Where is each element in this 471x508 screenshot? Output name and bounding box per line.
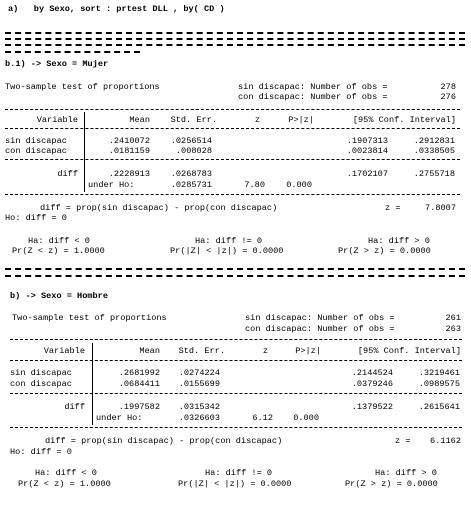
- p-value: Pr(|Z| < |z|) = 0.0000: [170, 246, 284, 256]
- alt-hypothesis: Ha: diff < 0: [28, 236, 90, 246]
- table-rule: [10, 339, 462, 340]
- column-divider: [92, 343, 93, 425]
- row-ci-low: .2144524: [351, 368, 393, 378]
- row-std-err: .0155699: [178, 379, 220, 389]
- row-mean: .0181159: [108, 146, 150, 156]
- under-ho-label: under Ho:: [88, 180, 135, 190]
- column-header: Std. Err.: [178, 346, 225, 356]
- diff-definition: diff = prop(sin discapac) - prop(con discapac): [40, 203, 278, 213]
- column-header: Variable: [43, 346, 85, 356]
- row-variable: con discapac: [5, 146, 67, 156]
- separator-rule: [5, 268, 465, 270]
- z-value: 6.1162: [430, 436, 461, 446]
- under-ho-std-err: .0326603: [178, 413, 220, 423]
- z-value: 7.8007: [425, 203, 456, 213]
- row-ci-high: .2912831: [413, 136, 455, 146]
- under-ho-z: 7.80: [244, 180, 265, 190]
- table-rule: [5, 128, 460, 129]
- row-mean: .0684411: [118, 379, 160, 389]
- row-ci-low: .0379246: [351, 379, 393, 389]
- row-variable: sin discapac: [10, 368, 72, 378]
- row-ci-high: .2615641: [418, 402, 460, 412]
- row-ci-high: .2755718: [413, 169, 455, 179]
- row-ci-high: .3219461: [418, 368, 460, 378]
- column-header: z: [254, 115, 260, 125]
- p-value: Pr(Z < z) = 1.0000: [18, 479, 111, 489]
- table-rule: [10, 393, 462, 394]
- alt-hypothesis: Ha: diff > 0: [368, 236, 430, 246]
- row-variable: diff: [57, 169, 78, 179]
- separator-rule: [5, 51, 140, 53]
- column-header: [95% Conf. Interval]: [357, 346, 461, 356]
- separator-rule: [5, 44, 465, 46]
- column-header: Mean: [139, 346, 160, 356]
- null-hypothesis: Ho: diff = 0: [5, 213, 67, 223]
- p-value: Pr(Z < z) = 1.0000: [12, 246, 105, 256]
- column-header: P>|z|: [295, 346, 321, 356]
- row-mean: .2228913: [108, 169, 150, 179]
- column-header: P>|z|: [288, 115, 314, 125]
- table-rule: [5, 159, 460, 160]
- table-rule: [5, 109, 460, 110]
- z-label: z =: [395, 436, 411, 446]
- under-ho-std-err: .0285731: [170, 180, 212, 190]
- table-rule: [10, 360, 462, 361]
- row-ci-low: .1702107: [346, 169, 388, 179]
- test-title: Two-sample test of proportions: [12, 313, 167, 323]
- obs-label: sin discapac: Number of obs =: [238, 82, 388, 92]
- row-mean: .2410072: [108, 136, 150, 146]
- row-variable: con discapac: [10, 379, 72, 389]
- section-heading: b.1) -> Sexo = Mujer: [5, 59, 109, 69]
- obs-label: sin discapac: Number of obs =: [245, 313, 395, 323]
- column-header: Std. Err.: [170, 115, 217, 125]
- under-ho-z: 6.12: [252, 413, 273, 423]
- row-std-err: .008028: [175, 146, 212, 156]
- column-header: Mean: [129, 115, 150, 125]
- p-value: Pr(|Z| < |z|) = 0.0000: [178, 479, 292, 489]
- command-line: a) by Sexo, sort : prtest DLL , by( CD ): [8, 4, 225, 14]
- row-ci-low: .1379522: [351, 402, 393, 412]
- alt-hypothesis: Ha: diff != 0: [205, 468, 273, 478]
- alt-hypothesis: Ha: diff < 0: [35, 468, 97, 478]
- obs-value: 276: [440, 92, 456, 102]
- section-heading: b) -> Sexo = Hombre: [10, 291, 108, 301]
- row-std-err: .0256514: [170, 136, 212, 146]
- column-header: Variable: [36, 115, 78, 125]
- row-ci-low: .1907313: [346, 136, 388, 146]
- row-mean: .2681992: [118, 368, 160, 378]
- obs-label: con discapac: Number of obs =: [238, 92, 388, 102]
- z-label: z =: [385, 203, 401, 213]
- under-ho-p: 0.000: [286, 180, 312, 190]
- under-ho-p: 0.000: [293, 413, 319, 423]
- row-std-err: .0268783: [170, 169, 212, 179]
- obs-value: 261: [445, 313, 461, 323]
- p-value: Pr(Z > z) = 0.0000: [345, 479, 438, 489]
- separator-rule: [5, 275, 465, 277]
- obs-value: 278: [440, 82, 456, 92]
- table-rule: [5, 194, 460, 195]
- p-value: Pr(Z > z) = 0.0000: [338, 246, 431, 256]
- diff-definition: diff = prop(sin discapac) - prop(con discapac): [45, 436, 283, 446]
- test-title: Two-sample test of proportions: [5, 82, 160, 92]
- separator-rule: [5, 38, 465, 40]
- row-std-err: .0274224: [178, 368, 220, 378]
- row-variable: diff: [64, 402, 85, 412]
- column-header: z: [262, 346, 268, 356]
- null-hypothesis: Ho: diff = 0: [10, 447, 72, 457]
- obs-value: 263: [445, 324, 461, 334]
- column-header: [95% Conf. Interval]: [352, 115, 456, 125]
- separator-rule: [5, 32, 465, 34]
- row-ci-low: .0023814: [346, 146, 388, 156]
- under-ho-label: under Ho:: [96, 413, 143, 423]
- alt-hypothesis: Ha: diff != 0: [195, 236, 263, 246]
- table-rule: [10, 427, 462, 428]
- row-mean: .1997582: [118, 402, 160, 412]
- row-ci-high: .0989575: [418, 379, 460, 389]
- row-std-err: .0315342: [178, 402, 220, 412]
- row-variable: sin discapac: [5, 136, 67, 146]
- obs-label: con discapac: Number of obs =: [245, 324, 395, 334]
- row-ci-high: .0338505: [413, 146, 455, 156]
- alt-hypothesis: Ha: diff > 0: [375, 468, 437, 478]
- column-divider: [84, 112, 85, 192]
